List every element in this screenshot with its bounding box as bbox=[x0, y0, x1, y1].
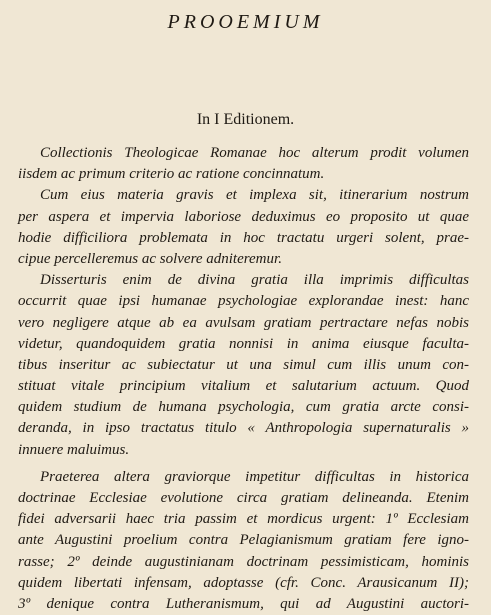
text-line: Cum eius materia gravis et implexa sit, itinerarium nostrum bbox=[40, 187, 469, 204]
text-line: stituat vitale principium vitalium et salutarium actuum. Quod bbox=[18, 378, 469, 395]
text-line: deranda, in ipso tractatus titulo « Anthropologia supernaturalis » bbox=[18, 420, 469, 437]
text-line: Collectionis Theologicae Romanae hoc alterum prodit volumen bbox=[40, 145, 469, 161]
text-line: iisdem ac primum criterio ac ratione concinnatum. bbox=[18, 166, 325, 183]
page-title: PROOEMIUM bbox=[167, 11, 324, 33]
text-line: fidei adversarii haec tria passim et mordicus urgent: 1º Ecclesiam bbox=[18, 511, 469, 528]
text-line: vero negligere atque ab ea avulsam gratiam pertractare nefas nobis bbox=[18, 314, 469, 331]
text-line: ante Augustini proelium contra Pelagianismum gratiam fere igno- bbox=[18, 532, 469, 549]
body-text bbox=[18, 143, 469, 615]
text-line: cipue percelleremus ac solvere adniteremur. bbox=[18, 250, 282, 267]
text-line: quidem studium de humana psychologia, cum gratia arcte consi- bbox=[18, 399, 469, 416]
text-line: per aspera et impervia laboriose deduximus eo proposito ut quae bbox=[18, 208, 469, 225]
text-line: Praeterea altera graviorque impetitur difficultas in historica bbox=[40, 468, 469, 485]
text-line: videtur, quandoquidem gratia nonnisi in anima eiusque faculta- bbox=[18, 335, 469, 352]
text-line: innuere maluimus. bbox=[18, 441, 130, 458]
text-line: hodie difficiliora problemata in hoc tractatu urgeri solent, prae- bbox=[18, 229, 469, 246]
text-line: rasse; 2º deinde augustinianam doctrinam pessimisticam, hominis bbox=[18, 553, 469, 570]
section-subtitle bbox=[0, 110, 491, 130]
text-line: tibus inseritur ac subiectatur ut una simul cum illis unum con- bbox=[18, 356, 469, 373]
text-line: Disserturis enim de divina gratia illa imprimis difficultas bbox=[40, 272, 469, 289]
subtitle-text: In I Editionem. bbox=[196, 111, 295, 128]
text-line: 3º denique contra Lutheranismum, qui ad Augustini auctori- bbox=[18, 595, 469, 612]
text-line: doctrinae Ecclesiae evolutione circa gratiam delineanda. Etenim bbox=[18, 490, 469, 506]
text-line: quidem libertati infensam, adoptasse (cfr. Conc. Arausicanum II); bbox=[18, 574, 469, 591]
text-line: occurrit quae ipsi humanae psychologiae explorandae inest: hanc bbox=[18, 293, 469, 310]
